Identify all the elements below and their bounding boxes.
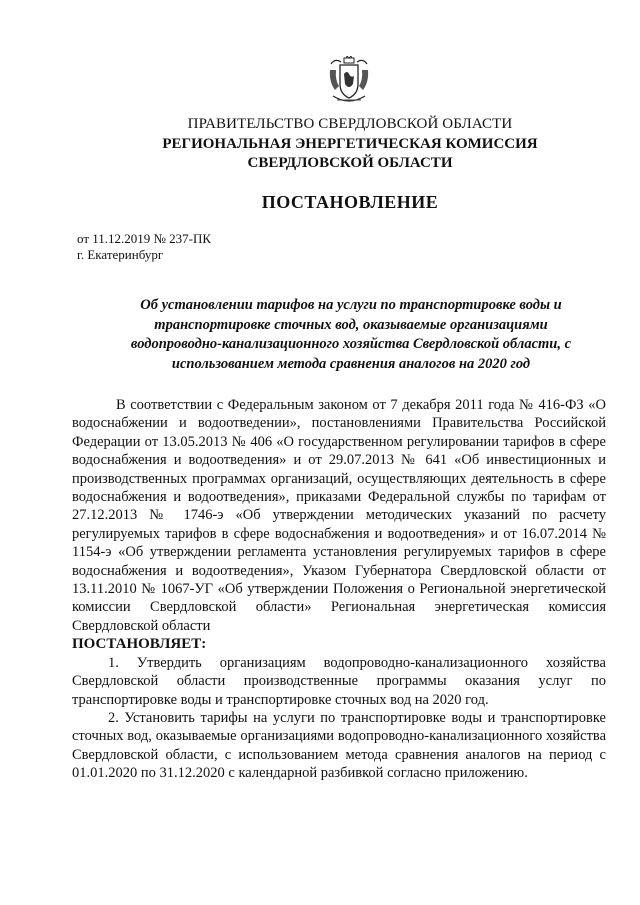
decree-heading: ПОСТАНОВЛЯЕТ: [72, 636, 207, 653]
document-title: ПОСТАНОВЛЕНИЕ [261, 192, 439, 212]
item-text: Установить тарифы на услуги по транспортировке воды и транспортировке сточных вод, оказываемые организациями водопроводно-канализационного хозяйства Свердловской области, с использованием метода сравнения аналогов на период с 01.01.2020 по 31.12.2020 с календарной разбивкой согласно приложению. [72, 709, 606, 782]
document-date-number: от 11.12.2019 № 237-ПК [77, 231, 212, 246]
item-number: 2. [108, 709, 119, 726]
government-name: ПРАВИТЕЛЬСТВО СВЕРДЛОВСКОЙ ОБЛАСТИ [187, 116, 513, 132]
item-number: 1. [108, 654, 119, 671]
decree-item-2 [72, 709, 606, 783]
document-city: г. Екатеринбург [77, 247, 164, 262]
preamble-paragraph: В соответствии с Федеральным законом от 7 декабря 2011 года № 416-ФЗ «О водоснабжении и водоотведении», постановлениями Правительства Российской Федерации от 13.05.2013 № 406 «О государственном регулировании тарифов в сфере водоснабжения и водоотведения» и от 29.07.2013 № 641 «Об инвестиционных и производственных программах организаций, осуществляющих деятельность в сфере водоснабжения и водоотведения», приказами Федеральной службы по тарифам от 27.12.2013 № 1746-э «Об утверждении методических указаний по расчету регулируемых тарифов в сфере водоснабжения и водоотведения» и от 16.07.2014 № 1154-э «Об утверждении регламента установления регулируемых тарифов в сфере водоснабжения и водоотведения», Указом Губернатора Свердловской области от 13.11.2010 № 1067-УГ «Об утверждении Положения о Региональной энергетической комиссии Свердловской области» Региональная энергетическая комиссия Свердловской области [72, 397, 606, 634]
commission-name: РЕГИОНАЛЬНАЯ ЭНЕРГЕТИЧЕСКАЯ КОМИССИЯ [162, 136, 538, 152]
document-body [72, 396, 606, 783]
decree-item-1 [72, 654, 606, 709]
commission-region: СВЕРДЛОВСКОЙ ОБЛАСТИ [247, 155, 453, 171]
item-text: Утвердить организациям водопроводно-канализационного хозяйства Свердловской области производственные программы оказания услуг по транспортировке воды и транспортировке сточных вод на 2020 год. [72, 654, 606, 708]
document-subject: Об установлении тарифов на услуги по транспортировке воды и транспортировке сточных вод, оказываемые организациями водопроводно-канализационного хозяйства Свердловской области, с использованием метода сравнения аналогов на 2020 год [130, 297, 572, 372]
coat-of-arms-icon [327, 56, 371, 106]
